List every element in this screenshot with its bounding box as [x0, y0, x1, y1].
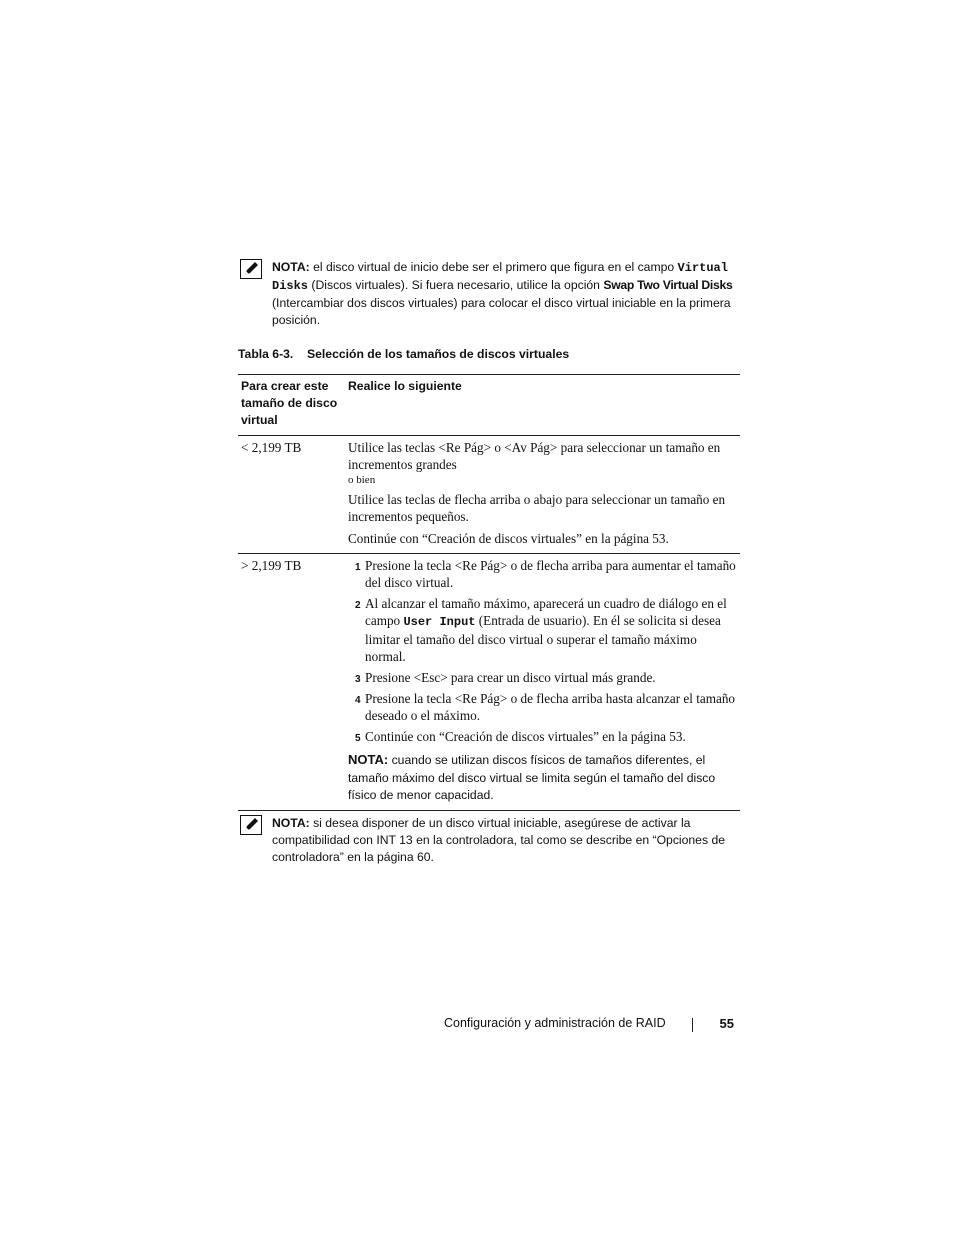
step-number: 2	[355, 600, 361, 611]
table-header-row	[238, 375, 740, 436]
section-title: Configuración y administración de RAID	[444, 1016, 666, 1030]
note-label: NOTA:	[272, 260, 310, 274]
size-cell: < 2,199 TB	[241, 440, 302, 455]
paragraph: Utilice las teclas de flecha arriba o abajo para seleccionar un tamaño en incrementos pequeños.	[348, 492, 726, 524]
step-number: 4	[355, 695, 361, 706]
option-name-swap: Swap Two Virtual Disks	[603, 278, 733, 292]
list-item	[348, 557, 740, 591]
note-text: cuando se utilizan discos físicos de tamaños diferentes, el tamaño máximo del disco virtual se limita según el tamaño del disco físico de menor capacidad.	[348, 753, 716, 802]
note-label: NOTA:	[272, 816, 310, 830]
step-text: Al alcanzar el tamaño máximo, aparecerá un cuadro de diálogo en el campo	[365, 596, 727, 628]
list-item	[348, 690, 740, 724]
table-caption	[238, 347, 569, 361]
step-number: 1	[355, 562, 361, 573]
list-item	[348, 728, 740, 745]
step-text: Continúe con “Creación de discos virtuales” en la página 53.	[365, 729, 686, 744]
note-bottom	[240, 815, 735, 866]
note-text: (Intercambiar dos discos virtuales) para colocar el disco virtual iniciable en la primera posición.	[272, 296, 731, 327]
column-header-action: Realice lo siguiente	[348, 379, 462, 393]
table-title: Selección de los tamaños de discos virtuales	[307, 347, 570, 361]
list-item	[348, 669, 740, 686]
table-row	[238, 436, 740, 554]
page-number: 55	[719, 1016, 734, 1031]
action-cell	[348, 554, 740, 811]
note-bottom-text	[272, 815, 735, 866]
note-text: (Discos virtuales). Si fuera necesario, utilice la opción	[308, 278, 604, 292]
paragraph: Continúe con “Creación de discos virtuales” en la página 53.	[348, 531, 669, 546]
step-text: (Entrada de usuario). En él se solicita si desea limitar el tamaño del disco virtual o superar el tamaño máximo normal.	[365, 613, 721, 664]
step-text: Presione <Esc> para crear un disco virtual más grande.	[365, 670, 656, 685]
list-item	[348, 595, 740, 665]
note-pencil-icon	[240, 259, 262, 279]
table-row	[238, 554, 740, 811]
step-number: 3	[355, 674, 361, 685]
action-cell	[348, 436, 740, 554]
or-text: o bien	[348, 474, 376, 486]
note-text: el disco virtual de inicio debe ser el primero que figura en el campo	[309, 260, 678, 274]
size-selection-table	[238, 374, 740, 811]
note-label: NOTA:	[348, 752, 389, 767]
paragraph: Utilice las teclas <Re Pág> o <Av Pág> para seleccionar un tamaño en incrementos grandes	[348, 440, 721, 472]
table-number: Tabla 6-3.	[238, 347, 294, 361]
step-text: Presione la tecla <Re Pág> o de flecha arriba hasta alcanzar el tamaño deseado o el máximo.	[365, 691, 736, 723]
note-top-text	[272, 259, 735, 329]
field-name-virtual-disks: Virtual Disks	[272, 261, 728, 293]
note-text: si desea disponer de un disco virtual iniciable, asegúrese de activar la compatibilidad con INT 13 en la controladora, tal como se describe en “Opciones de controladora” en la página 60.	[272, 816, 725, 864]
step-text: Presione la tecla <Re Pág> o de flecha arriba para aumentar el tamaño del disco virtual.	[365, 558, 736, 590]
size-cell: > 2,199 TB	[241, 558, 302, 573]
table-note	[348, 751, 740, 810]
page-footer	[444, 1016, 736, 1030]
note-top	[240, 259, 735, 329]
note-pencil-icon	[240, 815, 262, 835]
footer-divider	[692, 1018, 693, 1032]
field-name-user-input: User Input	[403, 615, 476, 629]
column-header-size: Para crear este tamaño de disco virtual	[241, 379, 338, 427]
step-number: 5	[355, 733, 361, 744]
